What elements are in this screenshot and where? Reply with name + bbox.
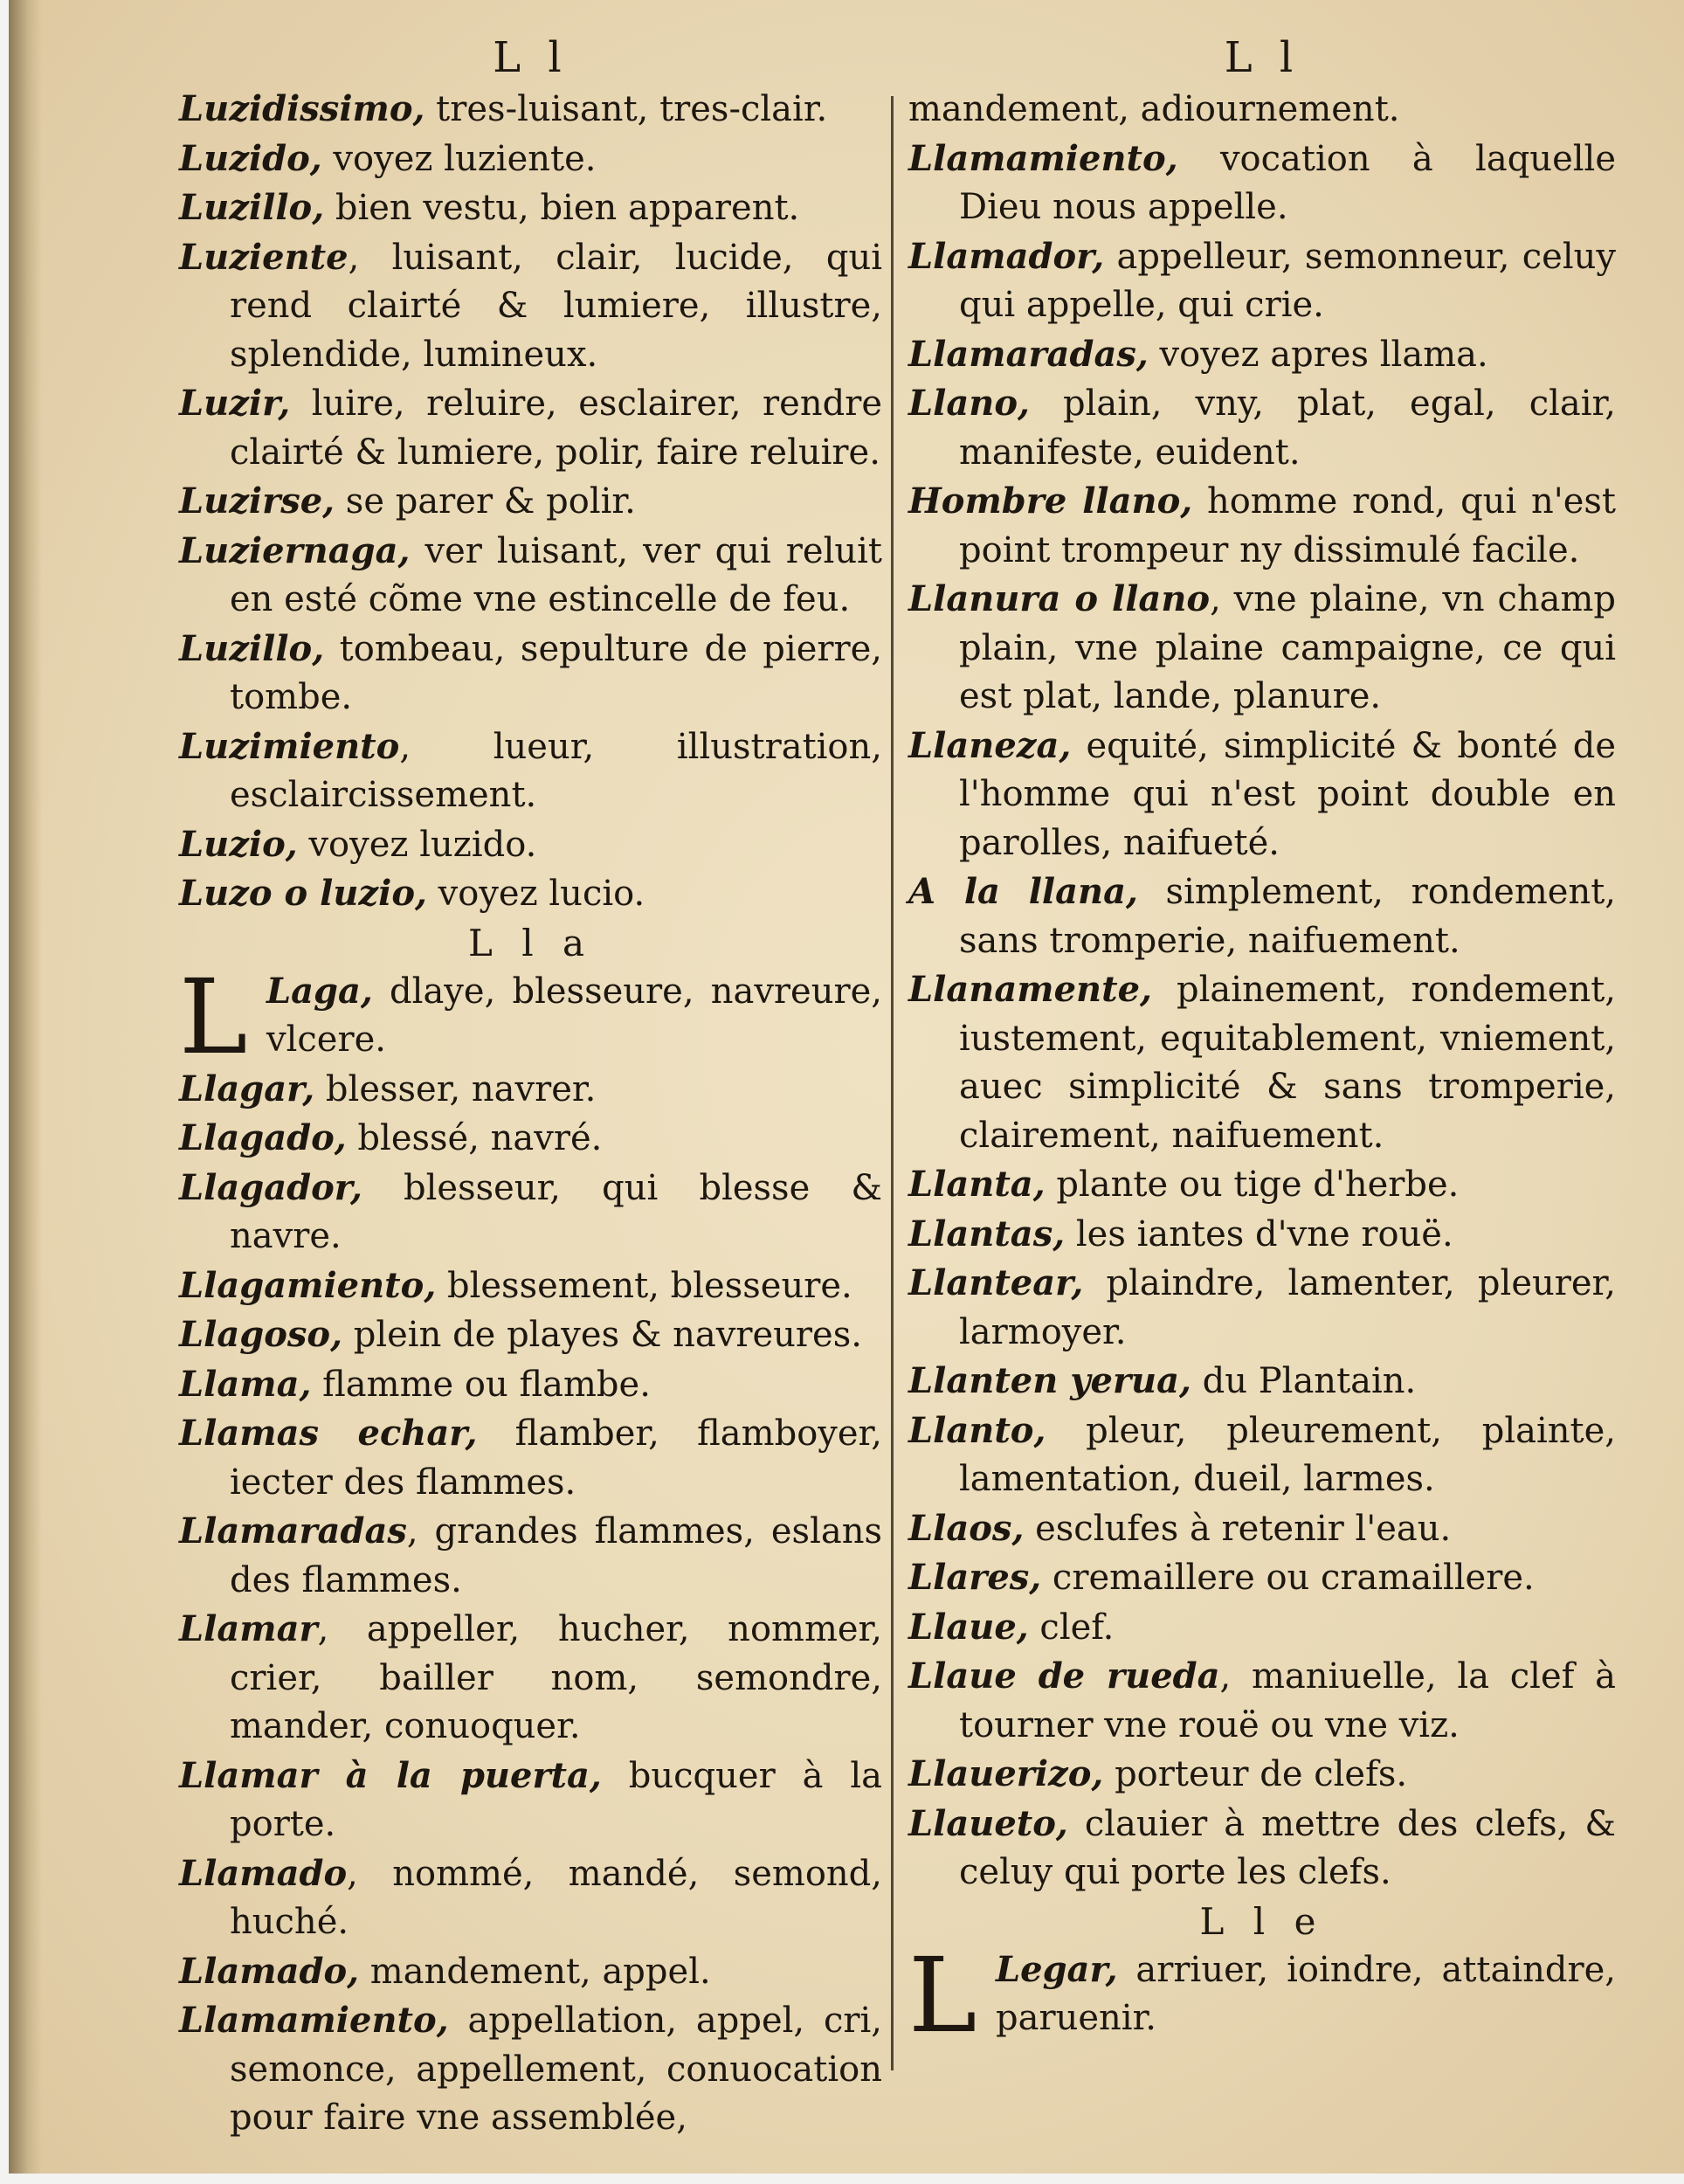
right-column bbox=[908, 31, 1617, 2056]
headword: Llagamiento, bbox=[179, 1264, 437, 1306]
headword: Hombre llano, bbox=[908, 480, 1193, 522]
dictionary-entry bbox=[908, 1750, 1616, 1800]
headword: Llaue de rueda bbox=[908, 1655, 1220, 1697]
dictionary-entry bbox=[908, 1603, 1616, 1653]
dictionary-entry bbox=[179, 1261, 882, 1311]
headword: Luzillo, bbox=[179, 627, 325, 669]
definition: clauier à mettre des clefs, & celuy qui porte les clefs. bbox=[959, 1803, 1616, 1892]
book-page bbox=[9, 0, 1684, 2174]
entry-list-left-b bbox=[179, 1065, 882, 2143]
definition: plein de playes & navreures. bbox=[342, 1315, 862, 1355]
headword: Luzimiento bbox=[179, 725, 400, 767]
definition: blessé, navré. bbox=[346, 1118, 603, 1158]
dictionary-entry bbox=[908, 85, 1616, 135]
dictionary-entry bbox=[179, 1310, 882, 1360]
dictionary-entry bbox=[908, 1553, 1616, 1603]
definition: arriuer, ioindre, attaindre, paruenir. bbox=[996, 1949, 1616, 2038]
dictionary-entry bbox=[179, 625, 882, 722]
dictionary-entry bbox=[179, 379, 882, 477]
definition: , nommé, mandé, semond, huché. bbox=[230, 1853, 882, 1942]
headword: Luzio, bbox=[179, 823, 298, 865]
definition: plaindre, lamenter, pleurer, larmoyer. bbox=[959, 1263, 1616, 1352]
dictionary-entry bbox=[908, 135, 1616, 232]
headword: Llamar à la puerta, bbox=[179, 1754, 602, 1796]
dictionary-entry bbox=[908, 379, 1616, 477]
dictionary-entry bbox=[179, 1752, 882, 1849]
dictionary-entry bbox=[179, 1065, 882, 1115]
headword: Llamaradas bbox=[179, 1510, 407, 1552]
definition: vocation à laquelle Dieu nous appelle. bbox=[959, 138, 1616, 227]
dictionary-entry bbox=[179, 233, 882, 380]
headword: Llama, bbox=[179, 1363, 312, 1405]
headword: Luzirse, bbox=[179, 480, 335, 522]
drop-cap-initial: L bbox=[179, 956, 248, 1077]
headword: Llantear, bbox=[908, 1262, 1084, 1303]
dictionary-entry bbox=[908, 477, 1616, 575]
definition: appelleur, semonneur, celuy qui appelle, qui crie. bbox=[959, 236, 1616, 325]
dictionary-entry bbox=[908, 1259, 1616, 1357]
dictionary-entry bbox=[179, 869, 882, 919]
headword: Llagar, bbox=[179, 1068, 315, 1109]
headword: Llamaradas, bbox=[908, 333, 1149, 375]
dictionary-entry bbox=[908, 965, 1616, 1160]
headword: Luzir, bbox=[179, 383, 291, 424]
headword: Llaueto, bbox=[908, 1802, 1068, 1844]
dictionary-entry bbox=[908, 575, 1616, 722]
section-head-lle: L l e bbox=[1199, 1899, 1325, 1943]
entry-list-left-a bbox=[179, 85, 882, 919]
definition: , vne plaine, vn champ plain, vne plaine campaigne, ce qui est plat, lande, planure. bbox=[959, 579, 1617, 716]
definition: mandement, adiournement. bbox=[908, 89, 1400, 129]
definition: flamme ou flambe. bbox=[311, 1364, 651, 1405]
definition: tres-luisant, tres-clair. bbox=[424, 89, 828, 129]
dictionary-entry bbox=[179, 820, 882, 870]
definition: , luisant, clair, lucide, qui rend clairté & lumiere, illustre, splendide, lumineux. bbox=[230, 237, 882, 375]
definition: porteur de clefs. bbox=[1103, 1754, 1408, 1794]
dictionary-entry bbox=[179, 183, 882, 233]
dictionary-entry bbox=[908, 232, 1616, 330]
dictionary-entry bbox=[179, 1164, 882, 1261]
headword: Llanta, bbox=[908, 1164, 1046, 1205]
headword: Llamado, bbox=[179, 1950, 360, 1992]
headword: Llamar bbox=[179, 1608, 318, 1649]
definition: blesser, navrer. bbox=[314, 1068, 597, 1109]
definition: clef. bbox=[1028, 1607, 1115, 1648]
dictionary-entry bbox=[908, 1406, 1616, 1504]
headword: Llaue, bbox=[908, 1606, 1029, 1648]
dictionary-entry bbox=[179, 1409, 882, 1507]
headword: Luziente bbox=[179, 236, 349, 278]
dictionary-entry bbox=[179, 722, 882, 820]
headword: Llantas, bbox=[908, 1213, 1066, 1254]
definition: , appeller, hucher, nommer, crier, bailler nom, semondre, mander, conuoquer. bbox=[230, 1609, 882, 1746]
headword: Llamador, bbox=[908, 235, 1105, 277]
initial-entry-llegar bbox=[908, 1934, 1616, 2056]
dictionary-entry bbox=[908, 867, 1616, 965]
definition: equité, simplicité & bonté de l'homme qui n'est point double en parolles, naifueté. bbox=[959, 725, 1616, 863]
definition: tombeau, sepulture de pierre, tombe. bbox=[230, 628, 882, 717]
running-head-left: L l bbox=[493, 33, 569, 82]
headword: Llamamiento, bbox=[908, 137, 1178, 179]
headword: Llanten yerua, bbox=[908, 1360, 1191, 1401]
definition: les iantes d'vne rouë. bbox=[1065, 1213, 1453, 1254]
definition: plain, vny, plat, egal, clair, manifeste, euident. bbox=[959, 384, 1616, 473]
dictionary-entry bbox=[179, 1360, 882, 1410]
dictionary-entry bbox=[179, 1605, 882, 1752]
headword: Llaneza, bbox=[908, 724, 1072, 766]
definition: esclufes à retenir l'eau. bbox=[1024, 1508, 1452, 1549]
definition: du Plantain. bbox=[1191, 1361, 1417, 1401]
book-spine-shadow bbox=[9, 0, 42, 2174]
headword: Luzido, bbox=[179, 137, 322, 179]
definition: luire, reluire, esclairer, rendre clairté & lumiere, polir, faire reluire. bbox=[230, 384, 882, 473]
dictionary-entry bbox=[908, 722, 1616, 868]
dictionary-entry bbox=[179, 527, 882, 625]
definition: voyez luzido. bbox=[297, 824, 537, 865]
dictionary-entry bbox=[908, 330, 1616, 380]
headword: Luzidissimo, bbox=[179, 88, 425, 129]
running-head-right: L l bbox=[1224, 33, 1301, 82]
headword: Llagador, bbox=[179, 1166, 362, 1208]
definition: homme rond, qui n'est point trompeur ny dissimulé facile. bbox=[959, 481, 1616, 570]
definition: blessement, blesseure. bbox=[436, 1265, 852, 1306]
dictionary-entry bbox=[908, 1800, 1616, 1897]
definition: bien vestu, bien apparent. bbox=[324, 188, 800, 228]
dictionary-entry bbox=[179, 1947, 882, 1997]
headword: A la llana, bbox=[908, 871, 1138, 912]
initial-entry-llaga bbox=[179, 956, 882, 1077]
definition: dlaye, blesseure, navreure, vlcere. bbox=[266, 971, 882, 1060]
definition: plainement, rondement, iustement, equitablement, vniement, auec simplicité & sans tromperie, clairement, naifuement. bbox=[959, 970, 1616, 1156]
definition: , grandes flammes, eslans des flammes. bbox=[230, 1511, 882, 1600]
definition: , maniuelle, la clef à tourner vne rouë ou vne viz. bbox=[959, 1656, 1616, 1745]
dictionary-entry bbox=[179, 1114, 882, 1164]
definition: cremaillere ou cramaillere. bbox=[1041, 1558, 1535, 1598]
headword: Llagado, bbox=[179, 1117, 347, 1158]
headword: Llanto, bbox=[908, 1409, 1046, 1451]
section-head-lla: L l a bbox=[467, 921, 594, 964]
headword: Llamas echar, bbox=[179, 1413, 478, 1454]
headword: Llanura o llano bbox=[908, 578, 1211, 619]
entry-list-right-a bbox=[908, 85, 1616, 1897]
headword: Llanamente, bbox=[908, 969, 1152, 1010]
dictionary-entry bbox=[908, 1357, 1616, 1406]
headword: Laga, bbox=[266, 970, 373, 1012]
definition: voyez lucio. bbox=[426, 874, 645, 914]
dictionary-entry bbox=[179, 477, 882, 527]
headword: Llamado bbox=[179, 1852, 348, 1894]
column-divider-rule bbox=[891, 96, 894, 2070]
left-column bbox=[179, 31, 882, 2143]
dictionary-entry bbox=[908, 1160, 1616, 1210]
definition: ver luisant, ver qui reluit en esté cõme vne estincelle de feu. bbox=[230, 530, 882, 619]
definition: appellation, appel, cri, semonce, appellement, conuocation pour faire vne assemblée, bbox=[230, 2001, 882, 2138]
headword: Luzo o luzio, bbox=[179, 873, 427, 914]
headword: Luziernaga, bbox=[179, 529, 411, 571]
definition: , lueur, illustration, esclaircissement. bbox=[230, 726, 882, 815]
definition: voyez apres llama. bbox=[1148, 334, 1488, 375]
definition: simplement, rondement, sans tromperie, naifuement. bbox=[959, 872, 1616, 961]
definition: blesseur, qui blesse & navre. bbox=[230, 1167, 882, 1256]
headword: Legar, bbox=[996, 1948, 1118, 1990]
definition: plante ou tige d'herbe. bbox=[1045, 1165, 1460, 1205]
dictionary-entry bbox=[908, 1652, 1616, 1750]
definition: mandement, appel. bbox=[359, 1951, 711, 1992]
headword: Llaos, bbox=[908, 1507, 1025, 1549]
headword: Luzillo, bbox=[179, 187, 325, 228]
definition: pleur, pleurement, plainte, lamentation, dueil, larmes. bbox=[959, 1410, 1616, 1499]
definition: flamber, flamboyer, iecter des flammes. bbox=[230, 1413, 882, 1503]
dictionary-entry bbox=[179, 1849, 882, 1947]
dictionary-entry bbox=[179, 135, 882, 184]
drop-cap-initial: L bbox=[908, 1934, 977, 2056]
headword: Llamamiento, bbox=[179, 2000, 449, 2041]
definition: bucquer à la porte. bbox=[230, 1755, 882, 1844]
headword: Llagoso, bbox=[179, 1314, 343, 1355]
headword: Llano, bbox=[908, 383, 1030, 424]
dictionary-entry bbox=[179, 85, 882, 135]
headword: Llares, bbox=[908, 1557, 1042, 1598]
dictionary-entry bbox=[179, 1996, 882, 2143]
dictionary-entry bbox=[179, 1507, 882, 1605]
definition: voyez luziente. bbox=[321, 138, 597, 179]
definition: se parer & polir. bbox=[335, 481, 636, 522]
dictionary-entry bbox=[908, 1210, 1616, 1260]
dictionary-entry bbox=[908, 1504, 1616, 1554]
headword: Llauerizo, bbox=[908, 1753, 1104, 1794]
